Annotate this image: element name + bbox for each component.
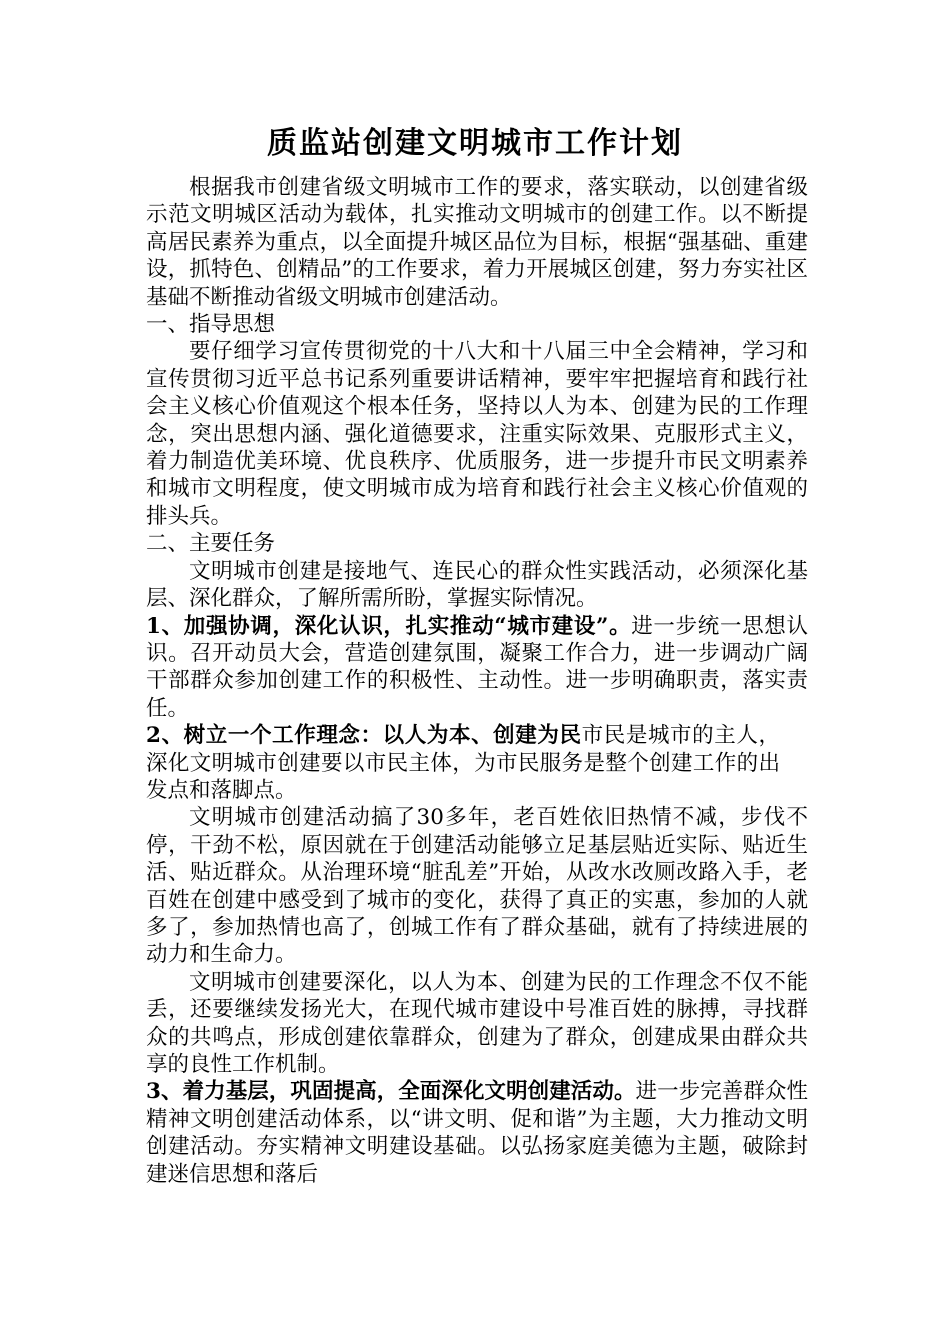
main-tasks-paragraph: 文明城市创建是接地气、连民心的群众性实践活动，必须深化基层、深化群众，了解所需所盼，掌握实际情况。 xyxy=(146,558,808,612)
task-item-2 xyxy=(146,722,808,804)
history-paragraph: 文明城市创建活动搞了30多年，老百姓依旧热情不减，步伐不停，干劲不松，原因就在于创建活动能够立足基层贴近实际、贴近生活、贴近群众。从治理环境“脏乱差”开始，从改水改厕改路入手，老百姓在创建中感受到了城市的变化，获得了真正的实惠，参加的人就多了，参加热情也高了，创城工作有了群众基础，就有了持续进展的动力和生命力。 xyxy=(146,805,808,968)
task-item-1-heading: 1、加强协调，深化认识，扎实推动“城市建设”。 xyxy=(146,613,632,639)
task-item-1 xyxy=(146,613,808,723)
task-item-3-text: 进一步完善群众性精神文明创建活动体系，以“讲文明、促和谐”为主题，大力推动文明创建活动。夯实精神文明建设基础。以弘扬家庭美德为主题，破除封建迷信思想和落后 xyxy=(146,1079,808,1187)
document-body xyxy=(146,174,808,1188)
section-heading-main-tasks: 二、主要任务 xyxy=(146,531,276,557)
deepening-paragraph: 文明城市创建要深化，以人为本、创建为民的工作理念不仅不能丢，还要继续发扬光大，在现代城市建设中号准百姓的脉搏，寻找群众的共鸣点，形成创建依靠群众，创建为了群众，创建成果由群众共享的良性工作机制。 xyxy=(146,969,808,1077)
document-title: 质监站创建文明城市工作计划 xyxy=(267,126,683,161)
task-item-2-text: 市民是城市的主人，深化文明城市创建要以市民主体，为市民服务是整个创建工作的出发点和落脚点。 xyxy=(146,723,780,803)
task-item-3 xyxy=(146,1078,808,1188)
task-item-2-heading: 2、树立一个工作理念：以人为本、创建为民 xyxy=(146,723,582,749)
guiding-thought-paragraph: 要仔细学习宣传贯彻党的十八大和十八届三中全会精神，学习和宣传贯彻习近平总书记系列重要讲话精神，要牢牢把握培育和践行社会主义核心价值观这个根本任务，坚持以人为本、创建为民的工作理念，突出思想内涵、强化道德要求，注重实际效果、克服形式主义，着力制造优美环境、优良秩序、优质服务，进一步提升市民文明素养和城市文明程度，使文明城市成为培育和践行社会主义核心价值观的排头兵。 xyxy=(146,339,808,529)
task-item-3-heading: 3、着力基层，巩固提高，全面深化文明创建活动。 xyxy=(146,1079,636,1105)
section-heading-guiding-thought: 一、指导思想 xyxy=(146,312,276,338)
task-item-1-text: 进一步统一思想认识。召开动员大会，营造创建氛围，凝聚工作合力，进一步调动广阔干部群众参加创建工作的积极性、主动性。进一步明确职责，落实责任。 xyxy=(146,613,808,721)
intro-paragraph: 根据我市创建省级文明城市工作的要求，落实联动，以创建省级示范文明城区活动为载体，扎实推动文明城市的创建工作。以不断提高居民素养为重点，以全面提升城区品位为目标，根据“强基础、重建设，抓特色、创精品”的工作要求，着力开展城区创建，努力夯实社区基础不断推动省级文明城市创建活动。 xyxy=(146,175,808,310)
